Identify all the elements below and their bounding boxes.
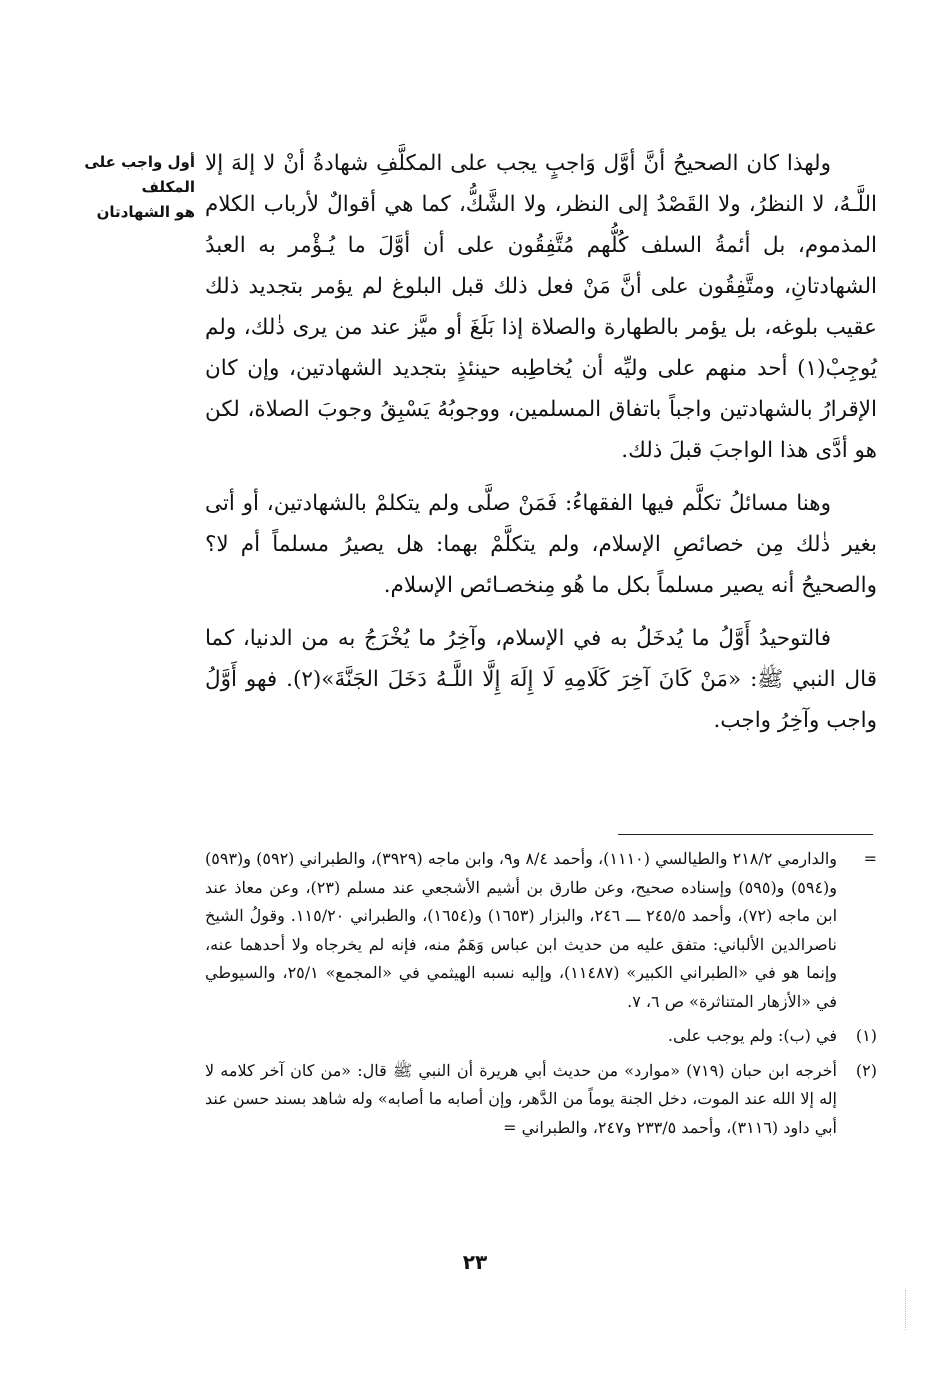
page-number: ٢٣ bbox=[462, 1250, 488, 1274]
footnote-text: أخرجه ابن حبان (٧١٩) «موارد» من حديث أبي هريرة أن النبي ﷺ قال: «من كان آخر كلامه لا إله إلا الله عند الموت، دخل الجنة يوماً من الدَّهر، وإن أصابه ما أصابه» وله شاهد بسند حسن عند أبي داود (٣١١٦)، وأحمد ٢٣٣/٥ و٢٤٧، والطبراني = bbox=[205, 1060, 838, 1137]
footnote-text: والدارمي ٢١٨/٢ والطيالسي (١١١٠)، وأحمد ٨/٤ و٩، وابن ماجه (٣٩٢٩)، والطبراني (٥٩٢) و(٥٩٣) و(٥٩٤) و(٥٩٥) وإسناده صحيح، وعن طارق بن أشيم الأشجعي عند مسلم (٢٣)، وعن معاذ عند ابن ماجه (٧٢)، وأحمد ٢٤٥/٥ ـــ ٢٤٦، والبزار (١٦٥٣) و(١٦٥٤)، والطبراني ١١٥/٢٠. وقولُ الشيخ ناصرالدين الألباني: متفق عليه من حديث ابن عباس وَهَمٌ منه، فإنه لم يخرجاه ولا أحدهما عنه، وإنما هو في «الطبراني الكبير» (١١٤٨٧)، وإليه نسبه الهيثمي في «المجمع» ٢٥/١، والسيوطي في «الأزهار المتناثرة» ص ٦، ٧. bbox=[205, 849, 838, 1011]
footnote-continuation bbox=[205, 845, 877, 1016]
footnotes bbox=[205, 845, 877, 1142]
scan-edge-mark bbox=[905, 1290, 907, 1330]
footnote-text: في (ب): ولم يوجب على. bbox=[667, 1026, 837, 1045]
paragraph: فالتوحيدُ أَوَّلُ ما يُدخَلُ به في الإسلام، وآخِرُ ما يُخْرَجُ به من الدنيا، كما قال النبي ﷺ: «مَنْ كَانَ آخِرَ كَلَامِهِ لَا إِلَهَ إِلَّا اللَّـهُ دَخَلَ الجَنَّةَ»(٢). فهو أَوَّلُ واجب وآخِرُ واجب. bbox=[205, 626, 877, 733]
margin-note-line: هو الشهادتان bbox=[96, 203, 195, 221]
footnote bbox=[205, 1022, 877, 1051]
footnote-marker: (١) bbox=[855, 1026, 877, 1045]
margin-note-line: المكلف bbox=[141, 178, 195, 196]
footnote-marker: = bbox=[863, 849, 877, 868]
footnote-separator bbox=[618, 834, 873, 835]
margin-note-line: أول واجب على bbox=[84, 153, 195, 171]
footnote-marker: (٢) bbox=[855, 1060, 877, 1080]
footnote bbox=[205, 1057, 877, 1143]
main-text bbox=[205, 143, 877, 741]
paragraph: ولهذا كان الصحيحُ أنَّ أوَّل وَاجبٍ يجب على المكلَّفِ شهادةُ أنْ لا إلهَ إلا اللَّـهُ، لا النظرُ، ولا القَصْدُ إلى النظر، ولا الشَّكُّ، كما هي أقوالٌ لأرباب الكلام المذموم، بل أئمةُ السلف كُلُّهم مُتَّفِقُون على أن أوَّلَ ما يُـؤْمر به العبدُ الشهادتانِ، ومتَّفِقُون على أنَّ مَنْ فعل ذلك قبل البلوغ لم يؤمر بتجديد ذلك عقيب بلوغه، بل يؤمر بالطهارة والصلاة إذا بَلَغَ أو ميَّز عند من يرى ذٰلك، ولم يُوجِبْ(١) أحد منهم على وليِّه أن يُخاطِبه حينئذٍ بتجديد الشهادتين، وإن كان الإقرارُ بالشهادتين واجباً باتفاق المسلمين، ووجوبُهُ يَسْبِقُ وجوبَ الصلاة، لكن هو أدَّى هذا الواجبَ قبلَ ذلك. bbox=[205, 151, 877, 463]
margin-note bbox=[60, 150, 195, 225]
paragraph: وهنا مسائلُ تكلَّم فيها الفقهاءُ: فَمَنْ صلَّى ولم يتكلمْ بالشهادتين، أو أتى بغير ذٰلك مِن خصائصِ الإسلام، ولم يتكلَّمْ بهما: هل يصيرُ مسلماً أم لا؟ والصحيحُ أنه يصير مسلماً بكل ما هُو مِنخصـائص الإسلام. bbox=[205, 491, 877, 598]
